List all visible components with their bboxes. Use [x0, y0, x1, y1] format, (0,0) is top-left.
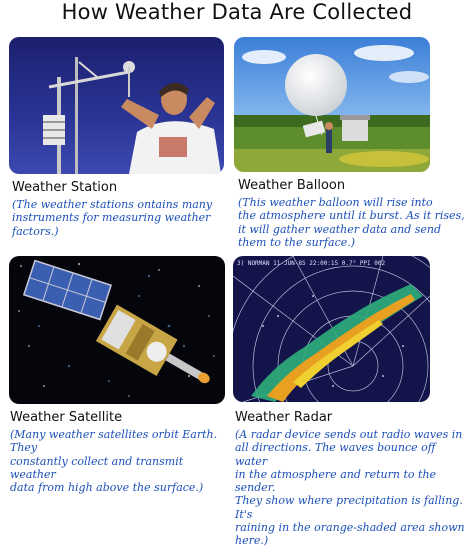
weather-satellite-photo: [9, 256, 225, 404]
page-title: How Weather Data Are Collected: [61, 0, 413, 24]
weather-satellite-caption: (Many weather satellites orbit Earth. They constantly collect and transmit weather data from high above the surface.): [10, 428, 218, 495]
weather-station-caption: (The weather stations ontains many instruments for measuring weather factors.): [12, 198, 213, 238]
radar-screen-header: 3) NORMAN 11-JUN-85 22:00:15 0.7° PPI 002: [237, 260, 386, 267]
weather-radar-heading: Weather Radar: [235, 410, 333, 425]
weather-balloon-caption: (This weather balloon will rise into the atmosphere until it burst. As it rises, it will gather weather data and send them to the surface.): [238, 196, 465, 249]
weather-satellite-heading: Weather Satellite: [10, 410, 123, 425]
weather-station-heading: Weather Station: [12, 180, 118, 195]
weather-balloon-photo: [234, 37, 430, 172]
weather-balloon-heading: Weather Balloon: [238, 178, 346, 193]
weather-station-photo: [9, 37, 224, 174]
weather-radar-caption: (A radar device sends out radio waves in all directions. The waves bounce off water in the atmosphere and return to the sender. They show where precipitation is falling. It's raining in the orange-shaded area shown here.): [235, 428, 465, 548]
weather-radar-photo: [233, 256, 430, 402]
